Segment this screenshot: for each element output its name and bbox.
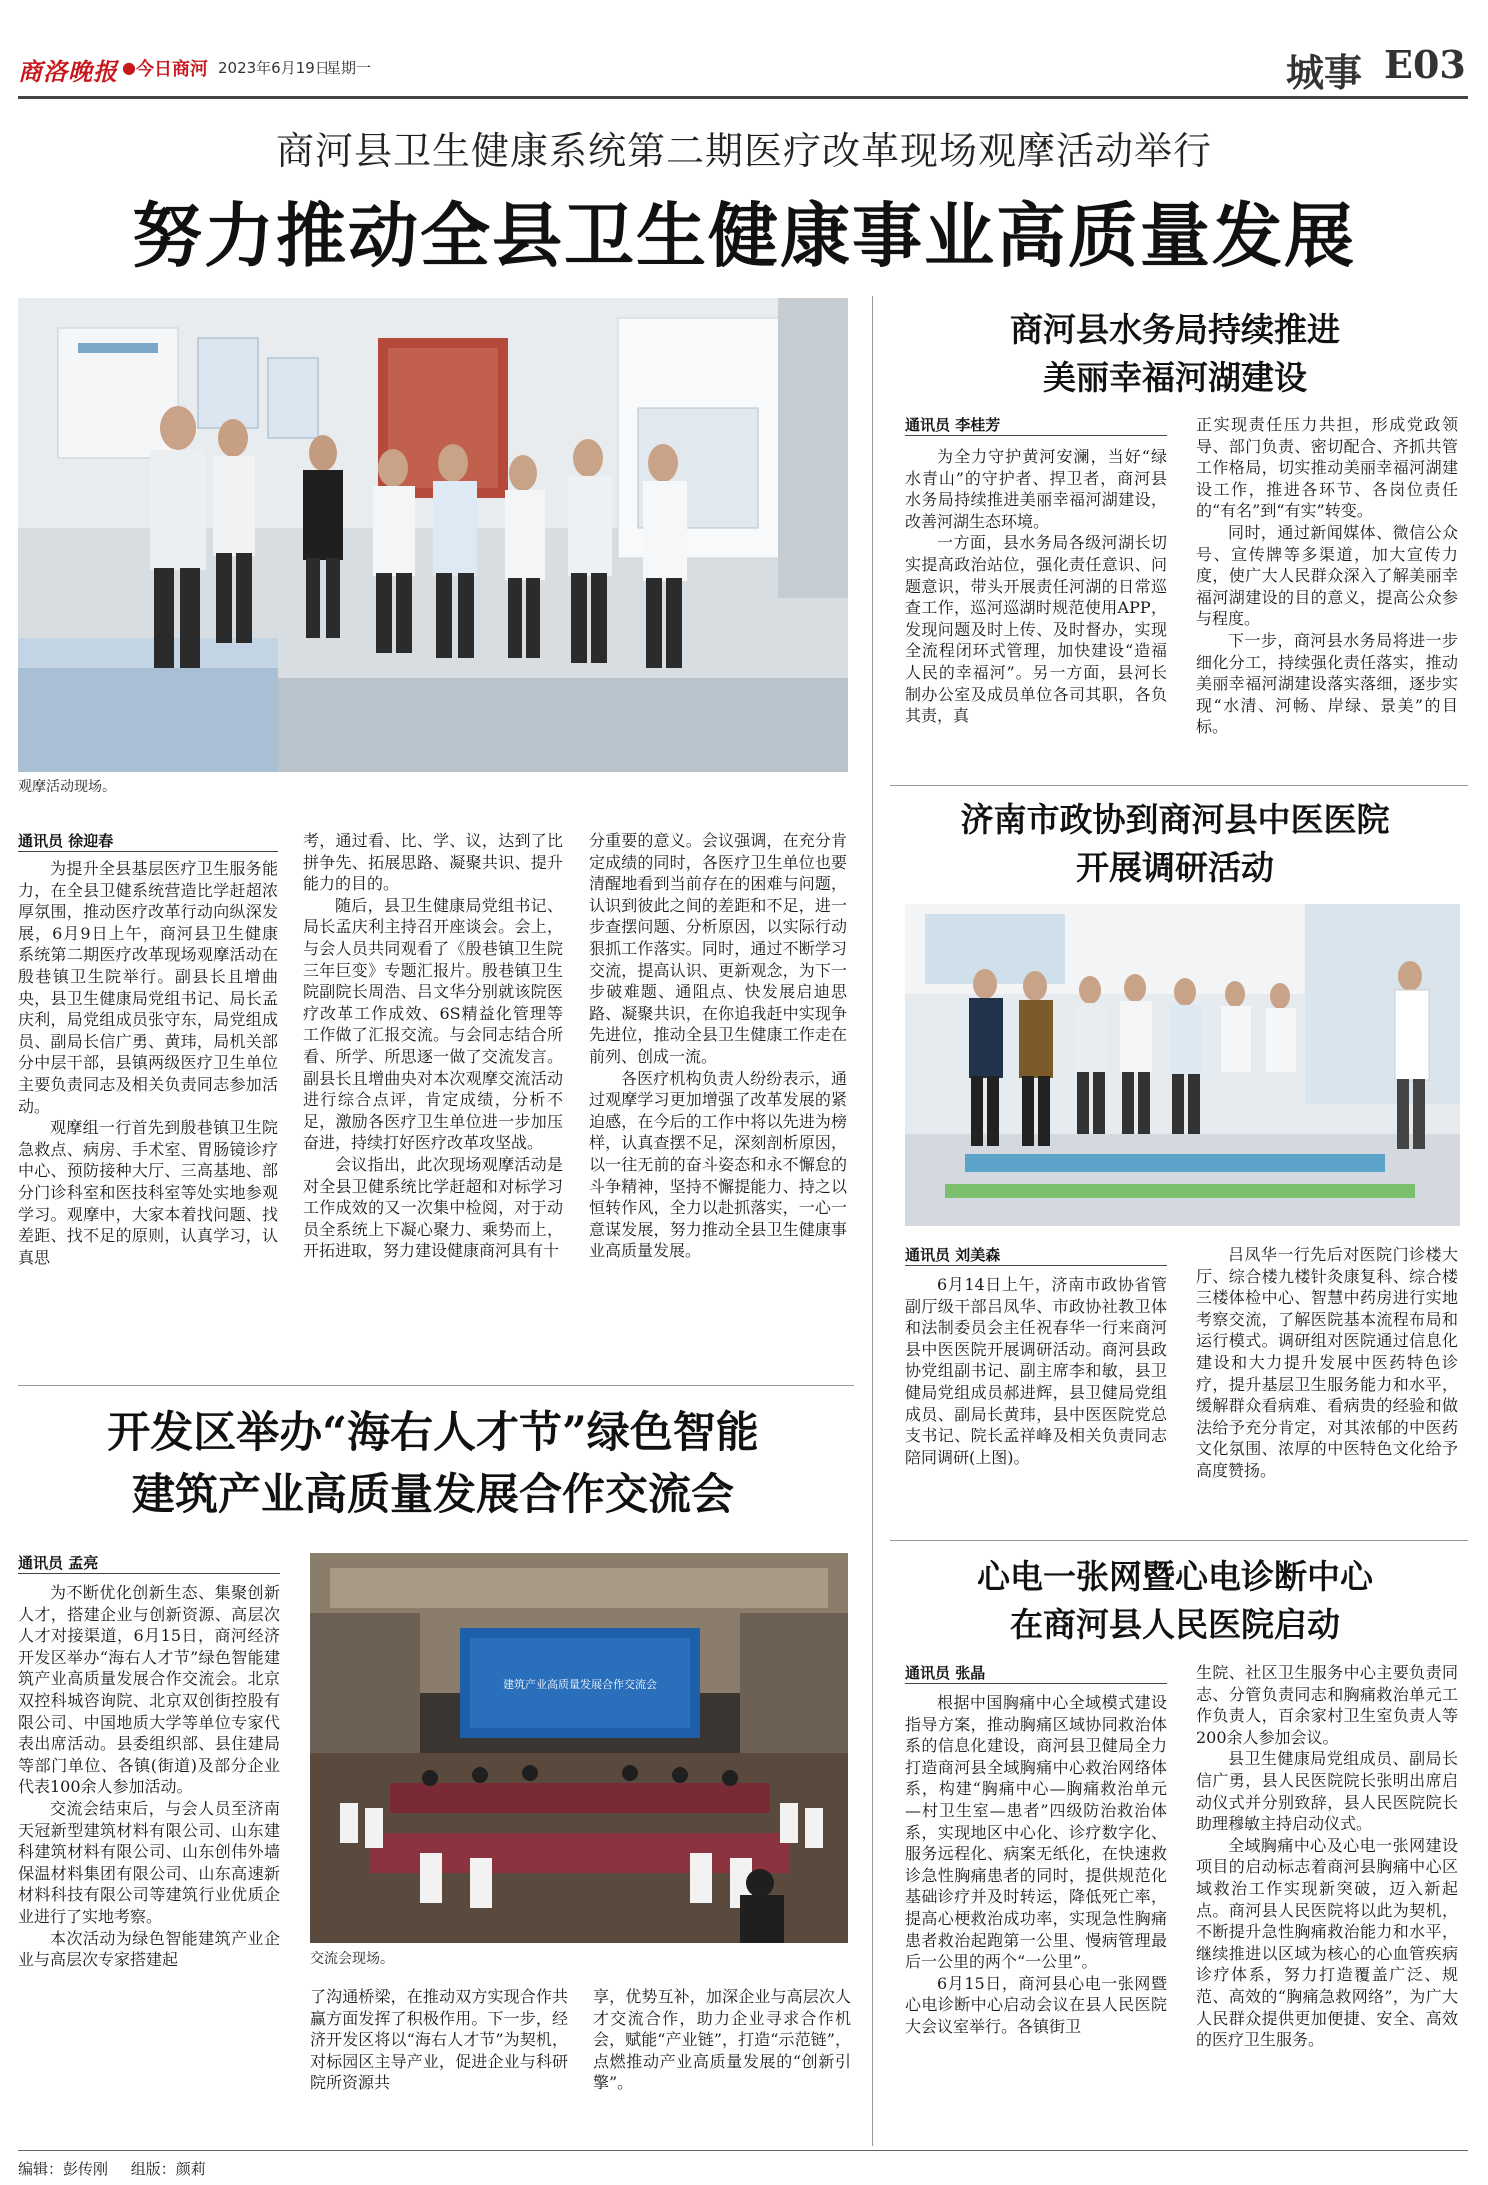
paragraph: 本次活动为绿色智能建筑产业企业与高层次专家搭建起 [18,1928,280,1970]
tcm-photo [905,904,1460,1226]
masthead-separator: ● [122,58,136,77]
lead-subtitle: 商河县卫生健康系统第二期医疗改革现场观摩活动举行 [275,129,1212,173]
paragraph: 会议指出，此次现场观摩活动是对全县卫健系统比学赶超和对标学习工作成效的又一次集中检阅，对于动员全系统上下凝心聚力、乘势而上，开拓进取，努力建设健康商河具有十 [303,1154,563,1261]
tcm-headline [890,796,1460,892]
water-headline [890,306,1460,402]
issue-weekday: 星期一 [326,59,372,77]
page-number: E03 [1384,42,1466,87]
paragraph: 为不断优化创新生态、集聚创新人才，搭建企业与创新资源、高层次人才对接渠道，6月15日，商河经济开发区举办“海右人才节”绿色智能建筑产业高质量发展合作交流会。北京双控科城咨询院、北京双创街控股有限公司、中国地质大学等单位专家代表出席活动。县委组织部、县住建局等部门单位、各镇(街道)及部分企业代表100余人参加活动。 [18,1583,280,1797]
paragraph: 观摩组一行首先到殷巷镇卫生院急救点、病房、手术室、胃肠镜诊疗中心、预防接种大厅、三高基地、部分门诊科室和医技科室等处实地参观学习。观摩中，大家本着找问题、找差距、找不足的原则，认真学习，认真思 [18,1118,278,1267]
paragraph: 同时，通过新闻媒体、微信公众号、宣传牌等多渠道，加大宣传力度，使广大人民群众深入了解美丽幸福河湖建设的目的意义，提高公众参与程度。 [1196,522,1458,629]
paragraph: 生院、社区卫生服务中心主要负责同志、分管负责同志和胸痛救治单元工作负责人，百余家村卫生室负责人等200余人参加会议。 [1196,1663,1458,1747]
water-headline-line1: 商河县水务局持续推进 [1010,310,1340,349]
paragraph: 一方面，县水务局各级河湖长切实提高政治站位，强化责任意识、问题意识，带头开展责任河湖的日常巡查工作，巡河巡湖时规范使用APP，发现问题及时上传、及时督办，实现全流程闭环式管理，加快建设“造福人民的幸福河”。另一方面，县河长制办公室及成员单位各司其职，各负其责，真 [905,533,1167,726]
water-column-2 [1196,414,1458,776]
talent-byline: 通讯员 孟亮 [18,1554,99,1572]
ecg-column-2 [1196,1662,1458,2146]
section-label: 今日商河 [136,59,208,80]
paragraph: 正实现责任压力共担，形成党政领导、部门负责、密切配合、齐抓共管工作格局，切实推动美丽幸福河湖建设工作，推进各环节、各岗位责任的“有名”到“有实”转变。 [1196,415,1458,521]
paragraph: 6月15日，商河县心电一张网暨心电诊断中心启动会议在县人民医院大会议室举行。各镇街卫 [905,1973,1167,2036]
footer-editor: 编辑：彭传刚 [18,2160,109,2178]
lead-photo-caption: 观摩活动现场。 [18,779,116,795]
talent-column-3 [593,1986,851,2146]
water-column-1 [905,446,1167,776]
lead-column-2 [303,830,563,1378]
water-byline: 通讯员 李桂芳 [905,416,1001,434]
water-byline-rule [905,435,1167,436]
lead-headline: 努力推动全县卫生健康事业高质量发展 [132,194,1356,277]
tcm-headline-line1: 济南市政协到商河县中医医院 [960,800,1390,839]
paragraph: 下一步，商河县水务局将进一步细化分工，持续强化责任落实，推动美丽幸福河湖建设落实落细，逐步实现“水清、河畅、岸绿、景美”的目标。 [1196,630,1458,737]
section-rule [890,785,1468,786]
paragraph: 6月14日上午，济南市政协省管副厅级干部吕凤华、市政协社教卫体和法制委员会主任祝春华一行来商河县中医医院开展调研活动。商河县政协党组副书记、副主席李和敏，县卫健局党组成员郝进辉，县卫健局党组成员、副局长黄玮，县中医医院党总支书记、院长孟祥峰及相关负责同志陪同调研(上图)。 [905,1275,1167,1467]
water-headline-line2: 美丽幸福河湖建设 [1043,358,1307,397]
talent-banner-text: 建筑产业高质量发展合作交流会 [503,1678,657,1691]
talent-byline-rule [18,1573,280,1574]
page-section: 城事 [1286,50,1363,95]
paragraph: 为全力守护黄河安澜，当好“绿水青山”的守护者、捍卫者，商河县水务局持续推进美丽幸福河湖建设，改善河湖生态环境。 [905,447,1167,531]
talent-headline-line2: 建筑产业高质量发展合作交流会 [132,1470,734,1520]
talent-headline [18,1402,848,1526]
section-rule [890,1540,1468,1541]
ecg-headline-line1: 心电一张网暨心电诊断中心 [977,1557,1373,1596]
talent-column-1 [18,1582,280,2147]
lead-column-3 [589,830,847,1378]
footer-credits [18,2158,206,2179]
paragraph: 享，优势互补，加深企业与高层次人才交流合作，助力企业寻求合作机会，赋能“产业链”，打造“示范链”，点燃推动产业高质量发展的“创新引擎”。 [593,1987,851,2093]
paragraph: 根据中国胸痛中心全域模式建设指导方案，推动胸痛区域协同救治体系的信息化建设，商河县卫健局全力打造商河县全域胸痛中心救治网络体系，构建“胸痛中心—胸痛救治单元—村卫生室—患者”四级防治救治体系，实现地区中心化、诊疗数字化、服务远程化、病案无纸化，在快速救诊急性胸痛患者的同时，提供规范化基础诊疗并及时转运，降低死亡率，提高心梗救治成功率，实现急性胸痛患者救治起跑第一公里、慢病管理最后一公里的两个“一公里”。 [905,1693,1167,1972]
talent-photo [310,1553,848,1943]
footer-layout: 组版：颜莉 [130,2160,206,2178]
paragraph: 分重要的意义。会议强调，在充分肯定成绩的同时，各医疗卫生单位也要清醒地看到当前存在的困难与问题，认识到彼此之间的差距和不足，进一步查摆问题、分析原因，以实际行动狠抓工作落实。同时，通过不断学习交流，提高认识、更新观念，为下一步破难题、通阻点、快发展启迪思路、凝聚共识，在你追我赶中实现争先进位，推动全县卫生健康工作走在前列、创成一流。 [589,831,847,1066]
tcm-column-1 [905,1274,1167,1526]
paragraph: 吕凤华一行先后对医院门诊楼大厅、综合楼九楼针灸康复科、综合楼三楼体检中心、智慧中药房进行实地考察交流，了解医院基本流程布局和运行模式。调研组对医院通过信息化建设和大力提升发展中医药特色诊疗，提升基层卫生服务能力和水平，缓解群众看病难、看病贵的经验和做法给予充分肯定，对其浓郁的中医药文化氛围、浓厚的中医特色文化给予高度赞扬。 [1196,1245,1458,1480]
paragraph: 县卫生健康局党组成员、副局长信广勇，县人民医院院长张明出席启动仪式并分别致辞，县人民医院院长助理穆敏主持启动仪式。 [1196,1749,1458,1834]
talent-headline-line1: 开发区举办“海右人才节”绿色智能 [107,1408,759,1458]
lead-byline-rule [18,851,278,852]
paragraph: 全域胸痛中心及心电一张网建设项目的启动标志着商河县胸痛中心区域救治工作实现新突破，迈入新起点。商河县人民医院将以此为契机，不断提升急性胸痛救治能力和水平，继续推进以区域为核心的心血管疾病诊疗体系，努力打造覆盖广泛、规范、高效的“胸痛急救网络”，为广大人民群众提供更加便捷、安全、高效的医疗卫生服务。 [1196,1835,1458,2050]
ecg-byline: 通讯员 张晶 [905,1664,986,1682]
paragraph: 各医疗机构负责人纷纷表示，通过观摩学习更加增强了改革发展的紧迫感，在今后的工作中将以先进为榜样，认真查摆不足，深刻剖析原因，以一往无前的奋斗姿态和永不懈怠的斗争精神，坚持不懈提能力、持之以恒转作风，全力以赴抓落实，一心一意谋发展，努力推动全县卫生健康事业高质量发展。 [589,1068,847,1261]
paragraph: 交流会结束后，与会人员至济南天冠新型建筑材料有限公司、山东建科建筑材料有限公司、山东创伟外墙保温材料集团有限公司、山东高速新材料科技有限公司等建筑行业优质企业进行了实地考察。 [18,1798,280,1926]
tcm-column-2 [1196,1244,1458,1528]
lead-byline: 通讯员 徐迎春 [18,832,114,850]
tcm-headline-line2: 开展调研活动 [1076,848,1274,887]
column-divider [872,296,873,2146]
paragraph: 为提升全县基层医疗卫生服务能力，在全县卫健系统营造比学赶超浓厚氛围，推动医疗改革行动向纵深发展，6月9日上午，商河县卫生健康系统第二期医疗改革现场观摩活动在殷巷镇卫生院举行。副县长且增曲央，县卫生健康局党组书记、局长孟庆利，局党组成员张守东，局党组成员、副局长信广勇、黄玮，局机关部分中层干部，县镇两级医疗卫生单位主要负责同志及相关负责同志参加活动。 [18,859,278,1116]
talent-photo-caption: 交流会现场。 [310,1951,394,1967]
paragraph: 考，通过看、比、学、议，达到了比拼争先、拓展思路、凝聚共识、提升能力的目的。 [303,831,563,894]
talent-column-2 [310,1986,568,2146]
ecg-byline-rule [905,1683,1167,1684]
ecg-headline-line2: 在商河县人民医院启动 [1010,1605,1340,1644]
ecg-headline [890,1553,1460,1649]
issue-date: 2023年6月19日 [218,59,330,77]
ecg-column-1 [905,1692,1167,2144]
tcm-byline: 通讯员 刘美森 [905,1246,1001,1264]
footer-rule [18,2150,1468,2151]
lead-column-1 [18,858,278,1378]
paragraph: 随后，县卫生健康局党组书记、局长孟庆利主持召开座谈会。会上，与会人员共同观看了《殷巷镇卫生院三年巨变》专题汇报片。殷巷镇卫生院副院长周浩、吕文华分别就该院医疗改革工作成效、6S精益化管理等工作做了汇报交流。与会同志结合所看、所学、所思逐一做了交流发言。副县长且增曲央对本次观摩交流活动进行综合点评，肯定成绩，分析不足，激励各医疗卫生单位进一步加压奋进，持续打好医疗改革攻坚战。 [303,895,563,1153]
section-rule [18,1385,854,1386]
header-rule [18,96,1468,99]
lead-photo [18,298,848,772]
paragraph: 了沟通桥梁，在推动双方实现合作共赢方面发挥了积极作用。下一步，经济开发区将以“海右人才节”为契机，对标园区主导产业，促进企业与科研院所资源共 [310,1987,568,2093]
masthead-logo: 商洛晚报 [18,57,118,86]
tcm-byline-rule [905,1265,1167,1266]
